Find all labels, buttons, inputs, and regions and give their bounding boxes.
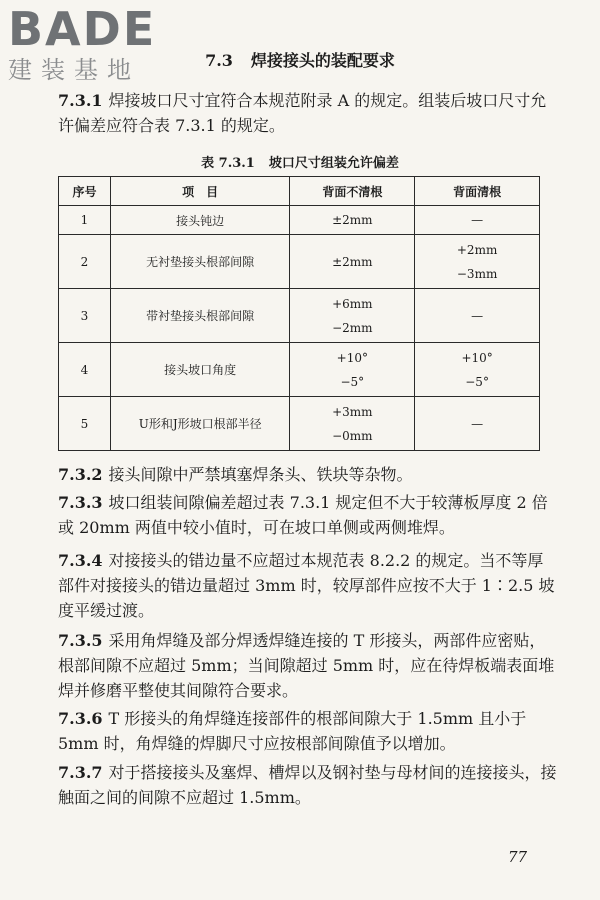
value-line-upper: +2mm bbox=[456, 242, 498, 257]
table-header-row bbox=[59, 177, 540, 206]
value-line: — bbox=[471, 416, 484, 431]
value-line: — bbox=[471, 308, 484, 323]
clause-7-3-4 bbox=[58, 548, 558, 623]
table-caption bbox=[0, 152, 600, 171]
clause-number: 7.3.3 bbox=[58, 493, 103, 512]
clause-7-3-7 bbox=[58, 760, 558, 810]
table-title: 坡口尺寸组装允许偏差 bbox=[268, 156, 399, 171]
page-number: 77 bbox=[508, 848, 528, 866]
value-line-lower: −3mm bbox=[456, 266, 498, 281]
row-item: 接头坡口角度 bbox=[110, 343, 290, 397]
clause-number: 7.3.5 bbox=[58, 631, 103, 650]
clause-text: T 形接头的角焊缝连接部件的根部间隙大于 1.5mm 且小于 5mm 时，角焊缝的焊脚尺寸应按根部间隙值予以增加。 bbox=[58, 709, 527, 753]
clause-number: 7.3.2 bbox=[58, 465, 103, 484]
table-row bbox=[59, 289, 540, 343]
row-back-value bbox=[415, 206, 540, 235]
clause-text: 焊接坡口尺寸宜符合本规范附录 A 的规定。组装后坡口尺寸允许偏差应符合表 7.3.1 的规定。 bbox=[58, 91, 547, 135]
table-row bbox=[59, 397, 540, 451]
row-item: 带衬垫接头根部间隙 bbox=[110, 289, 290, 343]
header-back-gouging: 背面清根 bbox=[415, 177, 540, 206]
row-no-back-value bbox=[290, 289, 415, 343]
table-row bbox=[59, 235, 540, 289]
header-no-back-gouging: 背面不清根 bbox=[290, 177, 415, 206]
section-title: 焊接接头的装配要求 bbox=[250, 51, 395, 70]
clause-7-3-3 bbox=[58, 490, 558, 540]
row-back-value bbox=[415, 397, 540, 451]
section-heading bbox=[0, 48, 600, 71]
clause-text: 坡口组装间隙偏差超过表 7.3.1 规定但不大于较薄板厚度 2 倍或 20mm 两值中较小值时，可在坡口单侧或两侧堆焊。 bbox=[58, 493, 548, 537]
row-item: U形和J形坡口根部半径 bbox=[110, 397, 290, 451]
row-item: 无衬垫接头根部间隙 bbox=[110, 235, 290, 289]
row-back-value bbox=[415, 343, 540, 397]
value-line-upper: +10° bbox=[461, 350, 493, 365]
value-line-upper: +10° bbox=[336, 350, 368, 365]
row-no: 5 bbox=[59, 397, 111, 451]
table-number: 表 7.3.1 bbox=[201, 156, 255, 171]
clause-number: 7.3.4 bbox=[58, 551, 103, 570]
clause-number: 7.3.7 bbox=[58, 763, 103, 782]
clause-text: 接头间隙中严禁填塞焊条头、铁块等杂物。 bbox=[108, 465, 413, 484]
clause-number: 7.3.1 bbox=[58, 91, 103, 110]
value-line-upper: +6mm bbox=[332, 296, 373, 311]
row-no: 1 bbox=[59, 206, 111, 235]
row-no-back-value bbox=[290, 397, 415, 451]
clause-text: 对接接头的错边量不应超过本规范表 8.2.2 的规定。当不等厚部件对接接头的错边量超过 3mm 时，较厚部件应按不大于 1∶2.5 坡度平缓过渡。 bbox=[58, 551, 555, 620]
value-line-lower: −5° bbox=[340, 374, 365, 389]
table-row bbox=[59, 343, 540, 397]
header-no: 序号 bbox=[59, 177, 111, 206]
row-no: 3 bbox=[59, 289, 111, 343]
value-line-lower: −0mm bbox=[332, 428, 373, 443]
value-line: ±2mm bbox=[332, 213, 373, 227]
header-item: 项 目 bbox=[110, 177, 290, 206]
site-logo bbox=[8, 4, 156, 84]
table-row bbox=[59, 206, 540, 235]
value-line-lower: −2mm bbox=[332, 320, 373, 335]
row-no-back-value bbox=[290, 235, 415, 289]
clause-7-3-2 bbox=[58, 462, 558, 487]
clause-number: 7.3.6 bbox=[58, 709, 103, 728]
row-no: 4 bbox=[59, 343, 111, 397]
clause-text: 对于搭接接头及塞焊、槽焊以及钢衬垫与母材间的连接接头，接触面之间的间隙不应超过 1.5mm。 bbox=[58, 763, 557, 807]
clause-7-3-5 bbox=[58, 628, 558, 703]
row-back-value bbox=[415, 235, 540, 289]
row-no-back-value bbox=[290, 343, 415, 397]
clause-7-3-6 bbox=[58, 706, 558, 756]
section-number: 7.3 bbox=[205, 51, 233, 70]
row-no-back-value bbox=[290, 206, 415, 235]
logo-wordmark: BADE bbox=[8, 2, 157, 56]
clause-text: 采用角焊缝及部分焊透焊缝连接的 T 形接头，两部件应密贴，根部间隙不应超过 5mm；当间隙超过 5mm 时，应在待焊板端表面堆焊并修磨平整使其间隙符合要求。 bbox=[58, 631, 555, 700]
logo-chinese-name: 建装基地 bbox=[8, 56, 140, 84]
value-line-lower: −5° bbox=[465, 374, 489, 389]
row-back-value bbox=[415, 289, 540, 343]
clause-7-3-1 bbox=[58, 88, 558, 138]
value-line: — bbox=[471, 213, 484, 227]
value-line: ±2mm bbox=[332, 254, 373, 269]
value-line-upper: +3mm bbox=[332, 404, 373, 419]
row-item: 接头钝边 bbox=[110, 206, 290, 235]
tolerance-table bbox=[58, 176, 540, 451]
row-no: 2 bbox=[59, 235, 111, 289]
